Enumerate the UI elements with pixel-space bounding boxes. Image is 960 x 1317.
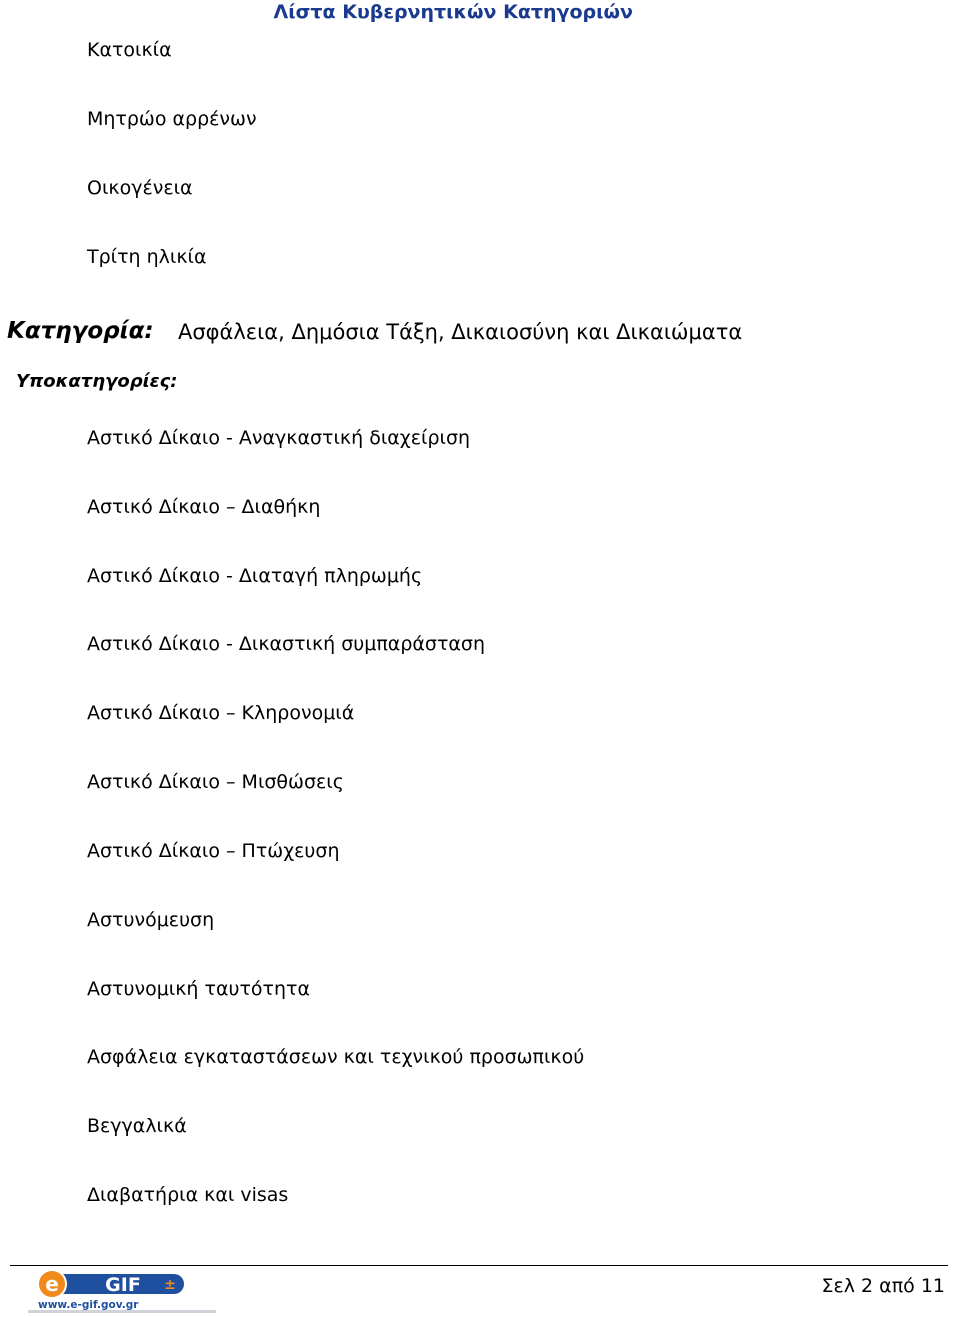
category-value: Ασφάλεια, Δημόσια Τάξη, Δικαιοσύνη και Δικαιώματα bbox=[178, 320, 743, 344]
subcategory-item: Αστικό Δίκαιο – Κληρονομιά bbox=[87, 702, 355, 724]
svg-text:e: e bbox=[45, 1272, 59, 1296]
subcategory-item: Αστικό Δίκαιο – Πτώχευση bbox=[87, 840, 340, 862]
page-number: Σελ 2 από 11 bbox=[821, 1275, 945, 1297]
subcategory-item: Αστυνόμευση bbox=[87, 909, 215, 931]
category-label: Κατηγορία: bbox=[7, 318, 154, 344]
list-item: Κατοικία bbox=[87, 39, 172, 61]
list-item: Τρίτη ηλικία bbox=[87, 246, 207, 268]
svg-text:GIF: GIF bbox=[105, 1274, 141, 1296]
list-item: Οικογένεια bbox=[87, 177, 193, 199]
subcategory-item: Αστικό Δίκαιο – Μισθώσεις bbox=[87, 771, 344, 793]
subcategory-item: Αστικό Δίκαιο - Δικαστική συμπαράσταση bbox=[87, 633, 486, 655]
logo-url: www.e-gif.gov.gr bbox=[38, 1299, 139, 1311]
footer-divider bbox=[10, 1265, 948, 1266]
subcategory-item: Αστικό Δίκαιο - Αναγκαστική διαχείριση bbox=[87, 427, 471, 449]
subcategory-item: Ασφάλεια εγκαταστάσεων και τεχνικού προσωπικού bbox=[87, 1046, 585, 1068]
subcategories-label: Υποκατηγορίες: bbox=[16, 371, 178, 392]
subcategory-item: Διαβατήρια και visas bbox=[87, 1184, 289, 1206]
list-item: Μητρώο αρρένων bbox=[87, 108, 257, 130]
subcategory-item: Βεγγαλικά bbox=[87, 1115, 187, 1137]
page-header-title: Λίστα Κυβερνητικών Κατηγοριών bbox=[273, 1, 633, 23]
egif-logo bbox=[28, 1268, 216, 1314]
svg-text:±: ± bbox=[164, 1277, 176, 1293]
subcategory-item: Αστικό Δίκαιο – Διαθήκη bbox=[87, 496, 321, 518]
subcategory-item: Αστικό Δίκαιο - Διαταγή πληρωμής bbox=[87, 565, 423, 587]
subcategory-item: Αστυνομική ταυτότητα bbox=[87, 978, 310, 1000]
